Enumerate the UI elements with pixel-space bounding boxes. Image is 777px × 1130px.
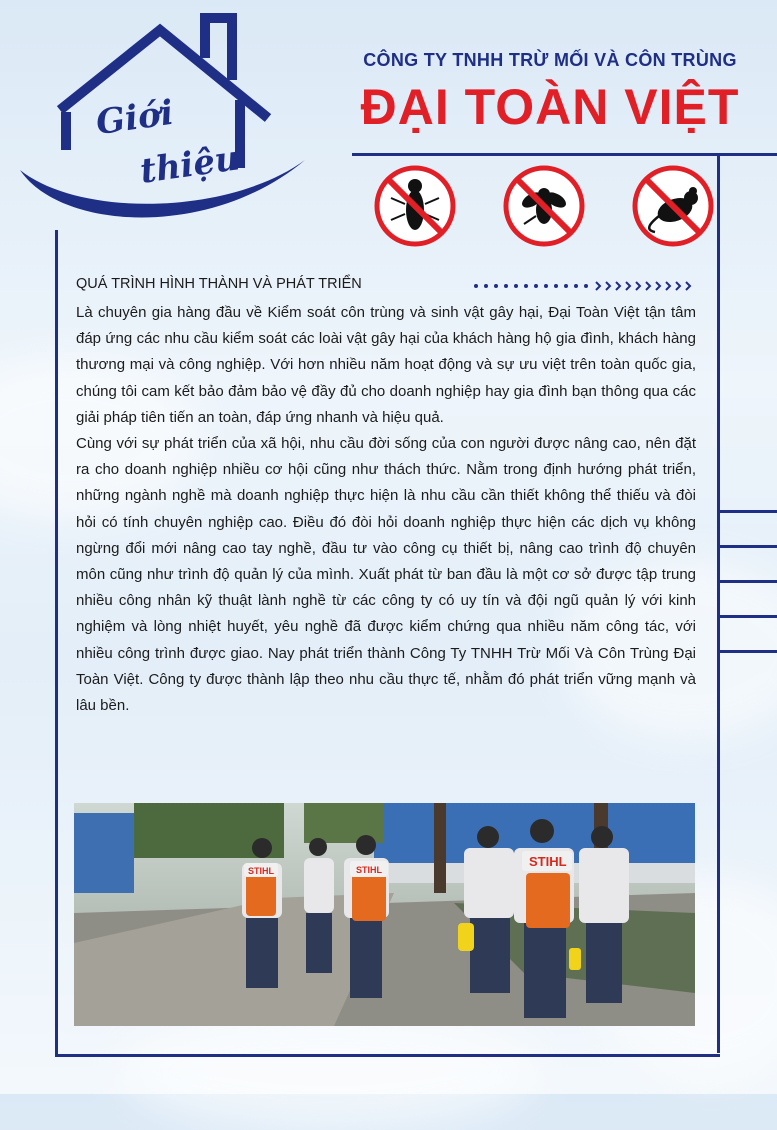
frame-left-line [55, 230, 58, 1057]
dotted-arrow-divider [472, 280, 697, 292]
paragraph: Là chuyên gia hàng đầu về Kiểm soát côn trùng và sinh vật gây hại, Đại Toàn Việt tận tâm đáp ứng các nhu cầu kiểm soát các loài vật gây hại của khách hàng hộ gia đình, khách hàng thương mại và công nghiệp. Với hơn nhiều năm hoạt động và sự ưu việt trên toàn quốc gia, chúng tôi cam kết bảo đảm bảo vệ đầy đủ cho doanh nghiệp hay gia đình bạn thông qua các giải pháp tiên tiến an toàn, đáp ứng nhanh và hiệu quả. [76, 304, 696, 426]
stihl-label: STIHL [356, 865, 382, 875]
technicians-photo [74, 803, 695, 1026]
rat-prohibited-icon [631, 164, 715, 248]
company-type-line: CÔNG TY TNHH TRỪ MỐI VÀ CÔN TRÙNG [363, 50, 737, 70]
frame-top-line [352, 153, 777, 156]
frame-tick [717, 650, 777, 653]
intro-body [76, 300, 696, 719]
stihl-label: STIHL [529, 854, 567, 869]
paragraph: Cùng với sự phát triển của xã hội, nhu cầu đời sống của con người được nâng cao, nên đặt ra cho doanh nghiệp nhiều cơ hội cũng như thách thức. Nằm trong định hướng phát triển, những ngành nghề mà doanh nghiệp thực hiện là nhu cầu cần thiết không thể thiếu và đòi hỏi có tính chuyên nghiệp cao. Điều đó đòi hỏi doanh nghiệp thực hiện các dịch vụ không ngừng đổi mới nâng cao tay nghề, đầu tư vào công cụ thiết bị, nâng cao trình độ chuyên môn cũng như trình độ quản lý của mình. Xuất phát từ ban đầu là một cơ sở được tập trung nhiều công nhân kỹ thuật lành nghề từ các công ty có uy tín và đội ngũ quản lý với kinh nghiệm và lòng nhiệt huyết, yêu nghề đã được kiểm chứng qua nhiều năm công tác, với nhiều công trình được giao. Nay phát triển thành Công Ty TNHH Trừ Mối Và Côn Trùng Đại Toàn Việt. Công ty được thành lập theo nhu cầu thực tế, nhằm đó phát triển vững mạnh và lâu bền. [76, 435, 696, 715]
logo-word-1: Giới [93, 92, 176, 144]
intro-logo [0, 0, 360, 240]
company-name: ĐẠI TOÀN VIỆT [360, 79, 740, 135]
fly-prohibited-icon [502, 164, 586, 248]
frame-tick [717, 545, 777, 548]
logo-word-2: thiệu [137, 138, 243, 192]
frame-tick [717, 580, 777, 583]
stihl-label: STIHL [248, 866, 274, 876]
house-outline-icon [0, 0, 360, 240]
frame-bottom-line [55, 1054, 720, 1057]
cloud [120, 1010, 540, 1130]
frame-tick [717, 510, 777, 513]
frame-right-line [717, 153, 720, 1053]
termite-prohibited-icon [373, 164, 457, 248]
frame-tick [717, 615, 777, 618]
section-title: QUÁ TRÌNH HÌNH THÀNH VÀ PHÁT TRIỂN [76, 276, 362, 292]
